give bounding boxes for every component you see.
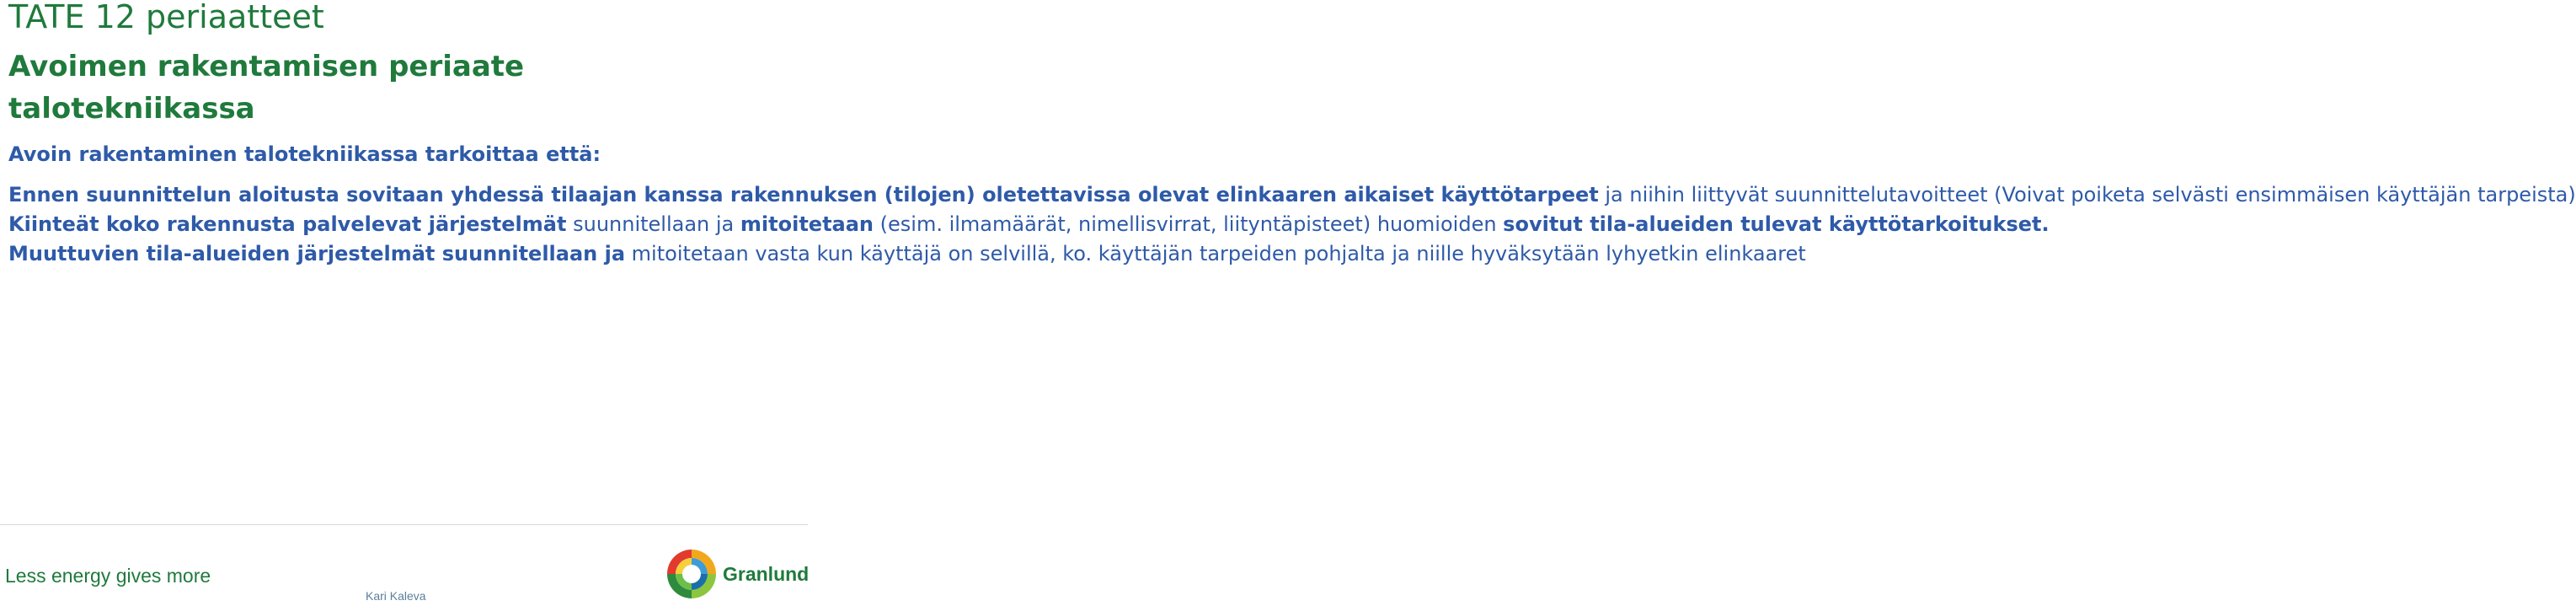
p3-normal-text: mitoitetaan vasta kun käyttäjä on selvillä, ko. käyttäjän tarpeiden pohjalta ja niille hyväksytään lyhyetkin elinkaaret (625, 242, 1806, 265)
p2-bold-text-3: sovitut tila-alueiden tulevat käyttötarkoitukset. (1503, 212, 2050, 236)
slide-subtitle: Avoimen rakentamisen periaate talotekniikassa (8, 50, 525, 126)
p2-bold-text-1: Kiinteät koko rakennusta palvelevat järjestelmät (8, 212, 567, 236)
intro-text: Avoin rakentaminen talotekniikassa tarkoittaa että: (8, 142, 601, 166)
granlund-logo (664, 546, 810, 602)
footer-tagline: Less energy gives more (5, 565, 211, 587)
p2-bold-text-2: mitoitetaan (740, 212, 874, 236)
slide-content (8, 142, 2576, 267)
p2-normal-text-2: (esim. ilmamäärät, nimellisvirrat, liityntäpisteet) huomioiden (874, 212, 1504, 236)
paragraph-variable-systems (8, 241, 1806, 267)
p3-bold-text: Muuttuvien tila-alueiden järjestelmät suunnitellaan ja (8, 242, 626, 265)
slide-title: TATE 12 periaatteet (8, 0, 324, 35)
granlund-logo-text: Granlund (723, 563, 810, 585)
p1-normal-text: ja niihin liittyvät suunnittelutavoitteet (Voivat poiketa selvästi ensimmäisen käyttäjän tarpeista) (1598, 183, 2576, 206)
p2-normal-text-1: suunnitellaan ja (566, 212, 740, 236)
paragraph-fixed-systems (8, 212, 2050, 238)
p1-bold-text: Ennen suunnittelun aloitusta sovitaan yhdessä tilaajan kanssa rakennuksen (tilojen) oletettavissa olevat elinkaaren aikaiset käyttötarpeet (8, 183, 1599, 206)
footer-divider (0, 524, 808, 525)
footer-author: Kari Kaleva (366, 589, 426, 603)
paragraph-requirements (8, 182, 2576, 208)
granlund-logo-icon (664, 546, 719, 602)
